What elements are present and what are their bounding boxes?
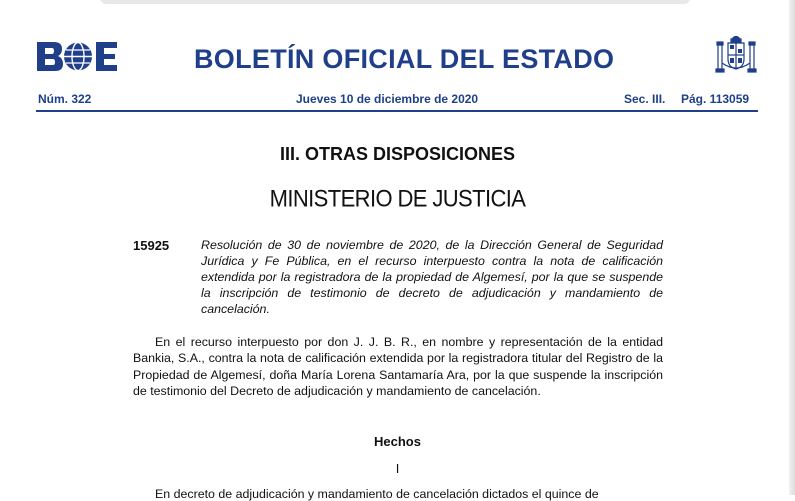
viewer-scroll-edge bbox=[789, 0, 795, 495]
viewer-top-bar bbox=[100, 0, 690, 4]
issue-number: Núm. 322 bbox=[38, 92, 92, 106]
page-number: Pág. 113059 bbox=[681, 92, 750, 106]
coat-of-arms-icon bbox=[715, 33, 757, 78]
roman-numeral: I bbox=[395, 461, 400, 476]
reference-number: 15925 bbox=[133, 238, 170, 253]
header-divider bbox=[36, 110, 758, 112]
section-label: Sec. III. bbox=[624, 92, 666, 106]
gazette-title: BOLETÍN OFICIAL DEL ESTADO bbox=[194, 44, 615, 74]
section-title: III. OTRAS DISPOSICIONES bbox=[279, 144, 516, 164]
issue-date: Jueves 10 de diciembre de 2020 bbox=[296, 92, 479, 106]
cutoff-paragraph-line: En decreto de adjudicación y mandamiento de cancelación dictados el quince de bbox=[155, 487, 599, 501]
facts-heading: Hechos bbox=[374, 434, 421, 449]
ministry-title: MINISTERIO DE JUSTICIA bbox=[269, 184, 526, 212]
resolution-summary: Resolución de 30 de noviembre de 2020, de la Dirección General de Seguridad Jurídica y Fe Pública, en el recurso interpuesto contra la nota de calificación extendida por la registradora de la propiedad de Algemesí, por la que se suspende la inscripción de testimonio de decreto de adjudicación y mandamiento de cancelación. bbox=[201, 238, 663, 316]
boe-logo bbox=[36, 41, 118, 72]
body-paragraph: En el recurso interpuesto por don J. J. B. R., en nombre y representación de la entidad Bankia, S.A., contra la nota de calificación extendida por la registradora titular del Registro de la Propiedad de Algemesí, doña María Lorena Santamaría Ara, por la que suspende la inscripción de testimonio del Decreto de adjudicación y mandamiento de cancelación. bbox=[133, 335, 663, 398]
